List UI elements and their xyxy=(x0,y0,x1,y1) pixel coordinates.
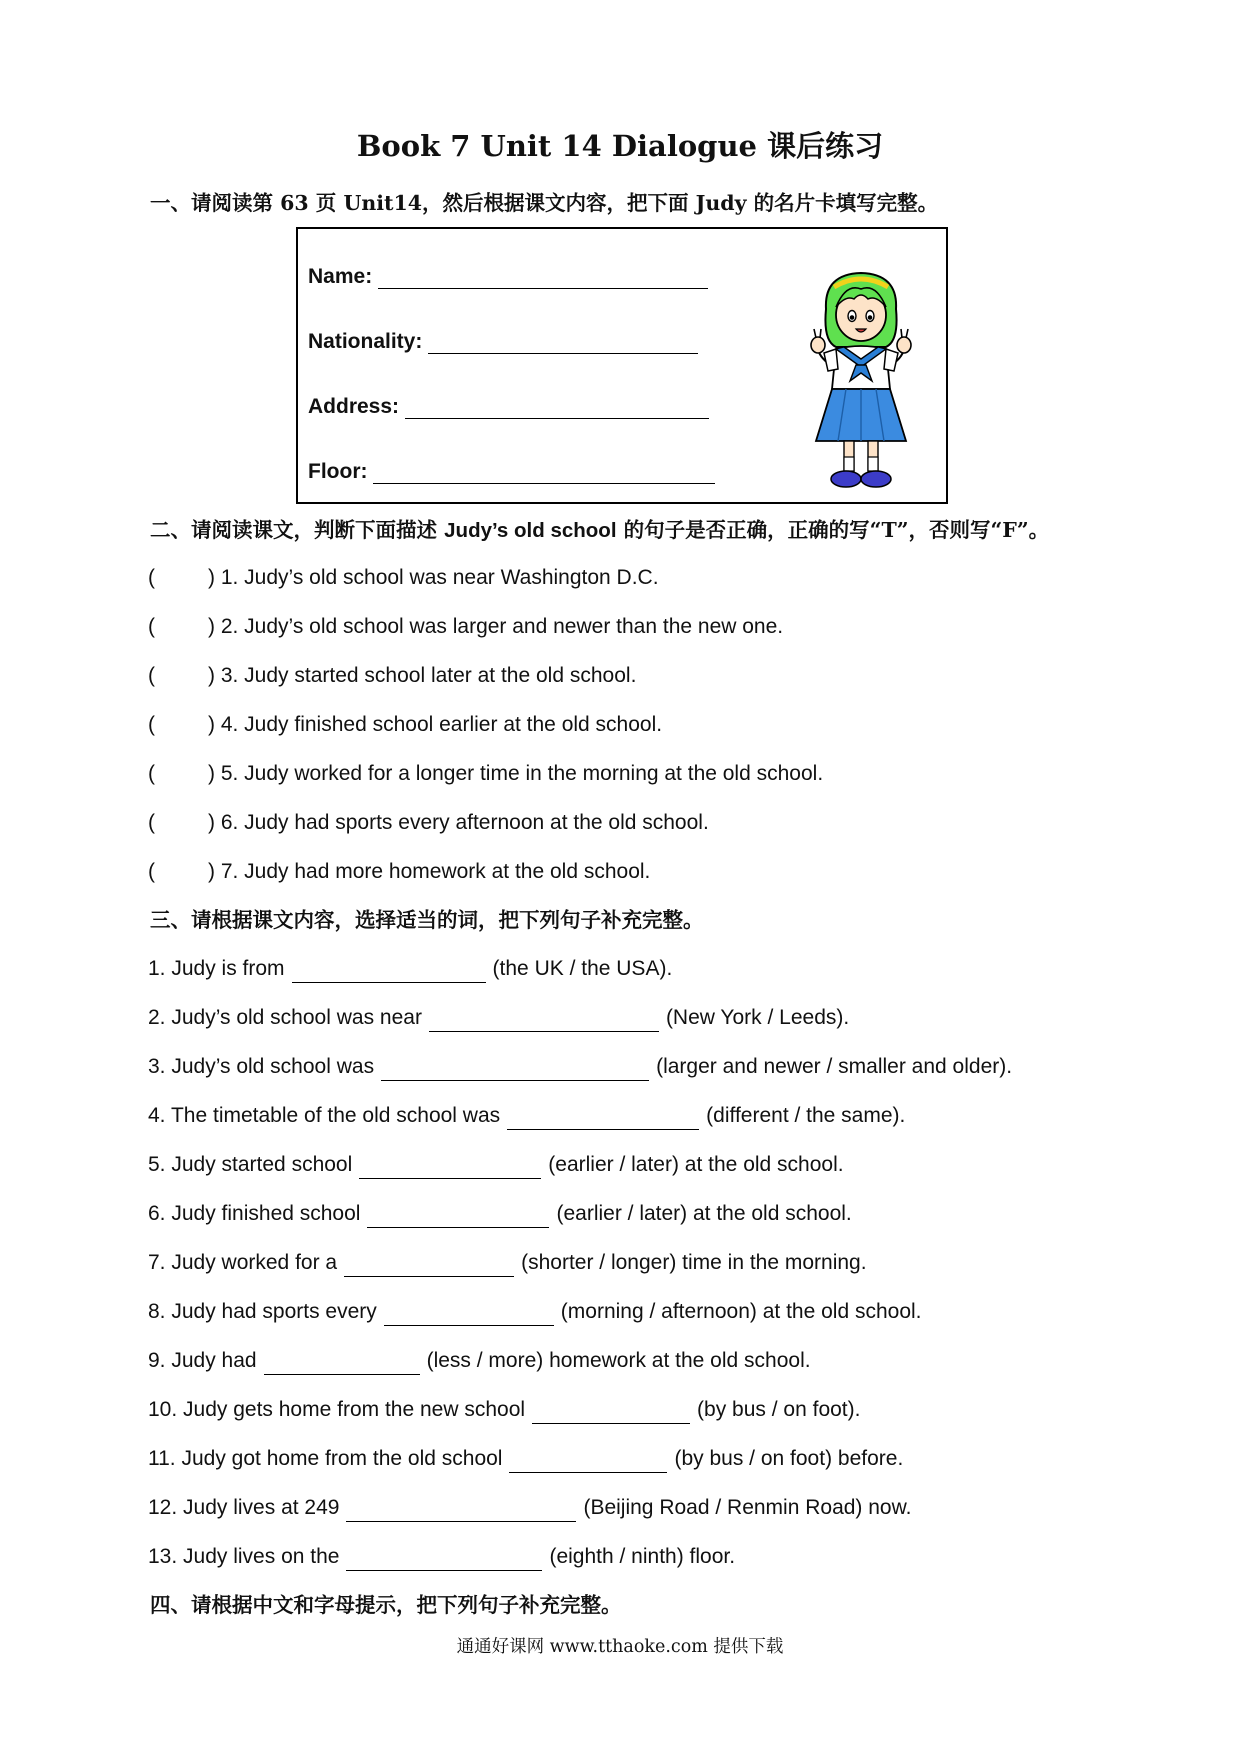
fill-item-options: (eighth / ninth) floor. xyxy=(549,1545,736,1568)
answer-blank[interactable] xyxy=(344,1254,514,1277)
answer-blank[interactable] xyxy=(264,1352,420,1375)
answer-paren[interactable]: ( xyxy=(148,664,155,687)
fill-item-text: 4. The timetable of the old school was xyxy=(148,1104,501,1127)
card-address-row xyxy=(308,395,709,419)
tf-item-2 xyxy=(148,613,783,641)
card-floor-row xyxy=(308,460,715,484)
fill-item-text: 3. Judy’s old school was xyxy=(148,1055,375,1078)
answer-paren[interactable]: ( xyxy=(148,762,155,785)
fill-item-text: 6. Judy finished school xyxy=(148,1202,361,1225)
answer-blank[interactable] xyxy=(367,1205,549,1228)
fill-item-text: 11. Judy got home from the old school xyxy=(148,1447,503,1470)
tf-item-text: ) 4. Judy finished school earlier at the old school. xyxy=(208,713,663,736)
fill-item-2 xyxy=(148,1004,849,1032)
section-3-heading: 三、请根据课文内容，选择适当的词，把下列句子补充完整。 xyxy=(150,908,704,932)
fill-item-options: (New York / Leeds). xyxy=(665,1006,850,1029)
fill-item-text: 12. Judy lives at 249 xyxy=(148,1496,340,1519)
tf-item-3 xyxy=(148,662,636,690)
tf-item-text: ) 2. Judy’s old school was larger and newer than the new one. xyxy=(208,615,784,638)
fill-item-options: (earlier / later) at the old school. xyxy=(556,1202,852,1225)
tf-item-text: ) 6. Judy had sports every afternoon at the old school. xyxy=(208,811,709,834)
tf-item-text: ) 7. Judy had more homework at the old school. xyxy=(208,860,651,883)
tf-item-4 xyxy=(148,711,662,739)
card-address-label: Address: xyxy=(308,395,400,418)
answer-blank[interactable] xyxy=(509,1450,667,1473)
section-2-heading-em: Judy’s old school xyxy=(444,519,617,542)
answer-blank[interactable] xyxy=(507,1107,699,1130)
section-1-heading: 一、请阅读第 63 页 Unit14，然后根据课文内容，把下面 Judy 的名片卡填写完整。 xyxy=(150,191,939,215)
fill-item-text: 8. Judy had sports every xyxy=(148,1300,377,1323)
card-nationality-label: Nationality: xyxy=(308,330,423,353)
fill-item-options: (different / the same). xyxy=(706,1104,906,1127)
answer-paren[interactable]: ( xyxy=(148,566,155,589)
section-2-heading xyxy=(150,515,1049,546)
section-2-heading-prefix: 二、请阅读课文，判断下面描述 xyxy=(150,518,445,542)
fill-item-1 xyxy=(148,955,672,983)
fill-item-options: (by bus / on foot) before. xyxy=(674,1447,904,1470)
answer-blank[interactable] xyxy=(292,960,486,983)
fill-item-options: (the UK / the USA). xyxy=(492,957,673,980)
answer-paren[interactable]: ( xyxy=(148,811,155,834)
answer-blank[interactable] xyxy=(359,1156,541,1179)
fill-item-11 xyxy=(148,1445,903,1473)
fill-item-7 xyxy=(148,1249,867,1277)
answer-paren[interactable]: ( xyxy=(148,713,155,736)
answer-paren[interactable]: ( xyxy=(148,860,155,883)
name-card xyxy=(296,227,948,504)
page-title: Book 7 Unit 14 Dialogue 课后练习 xyxy=(356,129,884,163)
fill-item-options: (morning / afternoon) at the old school. xyxy=(560,1300,922,1323)
fill-item-8 xyxy=(148,1298,922,1326)
fill-item-options: (Beijing Road / Renmin Road) now. xyxy=(583,1496,912,1519)
fill-item-options: (shorter / longer) time in the morning. xyxy=(521,1251,867,1274)
fill-item-options: (by bus / on foot). xyxy=(697,1398,861,1421)
answer-blank[interactable] xyxy=(384,1303,554,1326)
footer-source: 通通好课网 www.tthaoke.com 提供下载 xyxy=(456,1637,784,1657)
tf-item-text: ) 3. Judy started school later at the old school. xyxy=(208,664,637,687)
answer-paren[interactable]: ( xyxy=(148,615,155,638)
fill-item-3 xyxy=(148,1053,1012,1081)
fill-item-options: (less / more) homework at the old school. xyxy=(426,1349,811,1372)
fill-item-text: 9. Judy had xyxy=(148,1349,257,1372)
tf-item-1 xyxy=(148,564,659,592)
card-name-blank[interactable] xyxy=(378,268,708,289)
fill-item-12 xyxy=(148,1494,911,1522)
fill-item-text: 13. Judy lives on the xyxy=(148,1545,340,1568)
fill-item-text: 2. Judy’s old school was near xyxy=(148,1006,422,1029)
card-address-blank[interactable] xyxy=(405,398,709,419)
answer-blank[interactable] xyxy=(381,1058,649,1081)
card-nationality-blank[interactable] xyxy=(428,333,698,354)
tf-item-text: ) 1. Judy’s old school was near Washington D.C. xyxy=(208,566,659,589)
tf-item-7 xyxy=(148,858,650,886)
tf-item-text: ) 5. Judy worked for a longer time in the morning at the old school. xyxy=(208,762,824,785)
fill-item-text: 7. Judy worked for a xyxy=(148,1251,338,1274)
fill-item-5 xyxy=(148,1151,844,1179)
fill-item-10 xyxy=(148,1396,860,1424)
answer-blank[interactable] xyxy=(346,1548,542,1571)
fill-item-6 xyxy=(148,1200,852,1228)
tf-item-5 xyxy=(148,760,823,788)
card-nationality-row xyxy=(308,330,698,354)
card-name-label: Name: xyxy=(308,265,373,288)
section-2-heading-suffix: 的句子是否正确，正确的写“T”，否则写“F”。 xyxy=(616,518,1050,542)
answer-blank[interactable] xyxy=(429,1009,659,1032)
fill-item-text: 5. Judy started school xyxy=(148,1153,353,1176)
fill-item-text: 1. Judy is from xyxy=(148,957,285,980)
fill-item-options: (larger and newer / smaller and older). xyxy=(656,1055,1013,1078)
tf-item-6 xyxy=(148,809,709,837)
answer-blank[interactable] xyxy=(532,1401,690,1424)
fill-item-options: (earlier / later) at the old school. xyxy=(548,1153,844,1176)
fill-item-13 xyxy=(148,1543,735,1571)
fill-item-9 xyxy=(148,1347,811,1375)
girl-illustration xyxy=(806,269,916,494)
fill-item-4 xyxy=(148,1102,905,1130)
fill-item-text: 10. Judy gets home from the new school xyxy=(148,1398,526,1421)
section-4-heading: 四、请根据中文和字母提示，把下列句子补充完整。 xyxy=(150,1593,622,1617)
card-floor-label: Floor: xyxy=(308,460,368,483)
answer-blank[interactable] xyxy=(346,1499,576,1522)
card-floor-blank[interactable] xyxy=(373,463,715,484)
card-name-row xyxy=(308,265,708,289)
